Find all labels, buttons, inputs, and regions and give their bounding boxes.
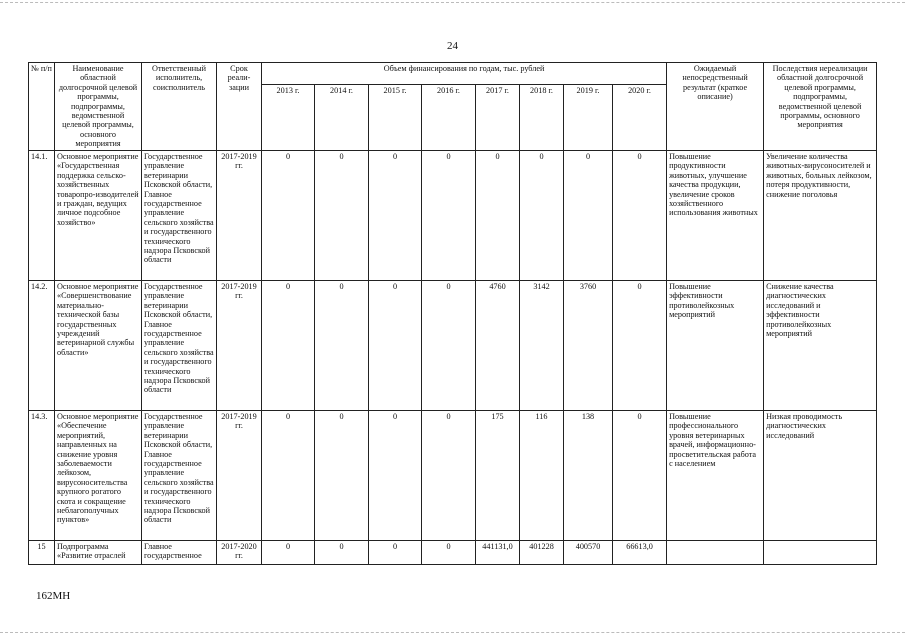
row-value: 138 [564,411,613,541]
row-num: 14.1. [29,151,55,281]
table-row [29,411,877,541]
header-year: 2016 г. [422,85,476,151]
row-value: 0 [520,151,564,281]
row-value: 3142 [520,281,564,411]
row-executor: Государственное управление ветеринарии Псковской области, Главное государственное управление сельского хозяйства и государственного технического надзора Псковской области [142,411,217,541]
scan-edge-top [0,2,905,3]
document-code: 162МН [36,590,71,602]
row-value: 0 [422,541,476,565]
header-finance: Объем финансирования по годам, тыс. рублей [262,63,667,85]
row-value: 0 [369,541,422,565]
row-result: Повышение эффективности противолейкозных мероприятий [667,281,764,411]
row-name: Основное мероприятие «Государственная поддержка сельско-хозяйственных товаропро-изводителей и граждан, ведущих личное подсобное хозяйство» [55,151,142,281]
header-result: Ожидаемый непосредственный результат (краткое описание) [667,63,764,151]
row-term: 2017-2019 гг. [217,411,262,541]
row-value: 0 [613,281,667,411]
header-name: Наименование областной долгосрочной целевой программы, подпрограммы, ведомственной целевой программы, основного мероприятия [55,63,142,151]
row-value: 175 [476,411,520,541]
row-value: 400570 [564,541,613,565]
table-row [29,541,877,565]
row-result [667,541,764,565]
row-consequence: Низкая проводимость диагностических исследований [764,411,877,541]
row-num: 15 [29,541,55,565]
row-result: Повышение профессионального уровня ветеринарных врачей, информационно-просветительская работа с населением [667,411,764,541]
row-executor: Главное государственное [142,541,217,565]
row-consequence: Снижение качества диагностических исследований и эффективности противолейкозных мероприятий [764,281,877,411]
row-consequence [764,541,877,565]
row-value: 0 [315,151,369,281]
row-value: 3760 [564,281,613,411]
row-name: Основное мероприятие «Совершенствование материально-технической базы государственных учреждений ветеринарной службы области» [55,281,142,411]
row-executor: Государственное управление ветеринарии Псковской области, Главное государственное управление сельского хозяйства и государственного технического надзора Псковской области [142,151,217,281]
header-term: Срок реали-зации [217,63,262,151]
header-consequence: Последствия нереализации областной долгосрочной целевой программы, подпрограммы, ведомственной целевой программы, основного мероприятия [764,63,877,151]
header-num: № п/п [29,63,55,151]
row-name: Подпрограмма «Развитие отраслей [55,541,142,565]
row-value: 0 [262,281,315,411]
row-num: 14.3. [29,411,55,541]
row-value: 0 [369,281,422,411]
row-name: Основное мероприятие «Обеспечение мероприятий, направленных на снижение уровня заболеваемости лейкозом, вирусоносительства крупного рогатого скота и сокращение неблагополучных пунктов» [55,411,142,541]
page-number: 24 [447,40,458,52]
row-num: 14.2. [29,281,55,411]
header-executor: Ответственный исполнитель, соисполнитель [142,63,217,151]
row-value: 0 [315,541,369,565]
row-value: 0 [422,281,476,411]
row-value: 401228 [520,541,564,565]
row-value: 0 [262,541,315,565]
header-year: 2018 г. [520,85,564,151]
scan-edge-bottom [0,632,905,633]
header-year: 2019 г. [564,85,613,151]
header-year: 2020 г. [613,85,667,151]
row-value: 0 [613,151,667,281]
row-value: 0 [422,151,476,281]
row-term: 2017-2019 гг. [217,151,262,281]
row-result: Повышение продуктивности животных, улучшение качества продукции, увеличение сроков хозяйственного использования животных [667,151,764,281]
row-consequence: Увеличение количества животных-вирусоносителей и животных, больных лейкозом, потеря продуктивности, снижение поголовья [764,151,877,281]
row-value: 0 [315,281,369,411]
header-year: 2014 г. [315,85,369,151]
row-value: 4760 [476,281,520,411]
row-value: 66613,0 [613,541,667,565]
row-term: 2017-2020 гг. [217,541,262,565]
row-value: 0 [315,411,369,541]
row-value: 441131,0 [476,541,520,565]
row-value: 0 [262,411,315,541]
row-value: 0 [422,411,476,541]
table-row [29,151,877,281]
row-executor: Государственное управление ветеринарии Псковской области, Главное государственное управление сельского хозяйства и государственного технического надзора Псковской области [142,281,217,411]
row-term: 2017-2019 гг. [217,281,262,411]
row-value: 0 [262,151,315,281]
row-value: 0 [476,151,520,281]
row-value: 0 [369,151,422,281]
header-year: 2015 г. [369,85,422,151]
row-value: 0 [613,411,667,541]
header-year: 2017 г. [476,85,520,151]
table-row [29,281,877,411]
header-year: 2013 г. [262,85,315,151]
row-value: 0 [564,151,613,281]
financing-table [28,62,877,565]
row-value: 116 [520,411,564,541]
row-value: 0 [369,411,422,541]
